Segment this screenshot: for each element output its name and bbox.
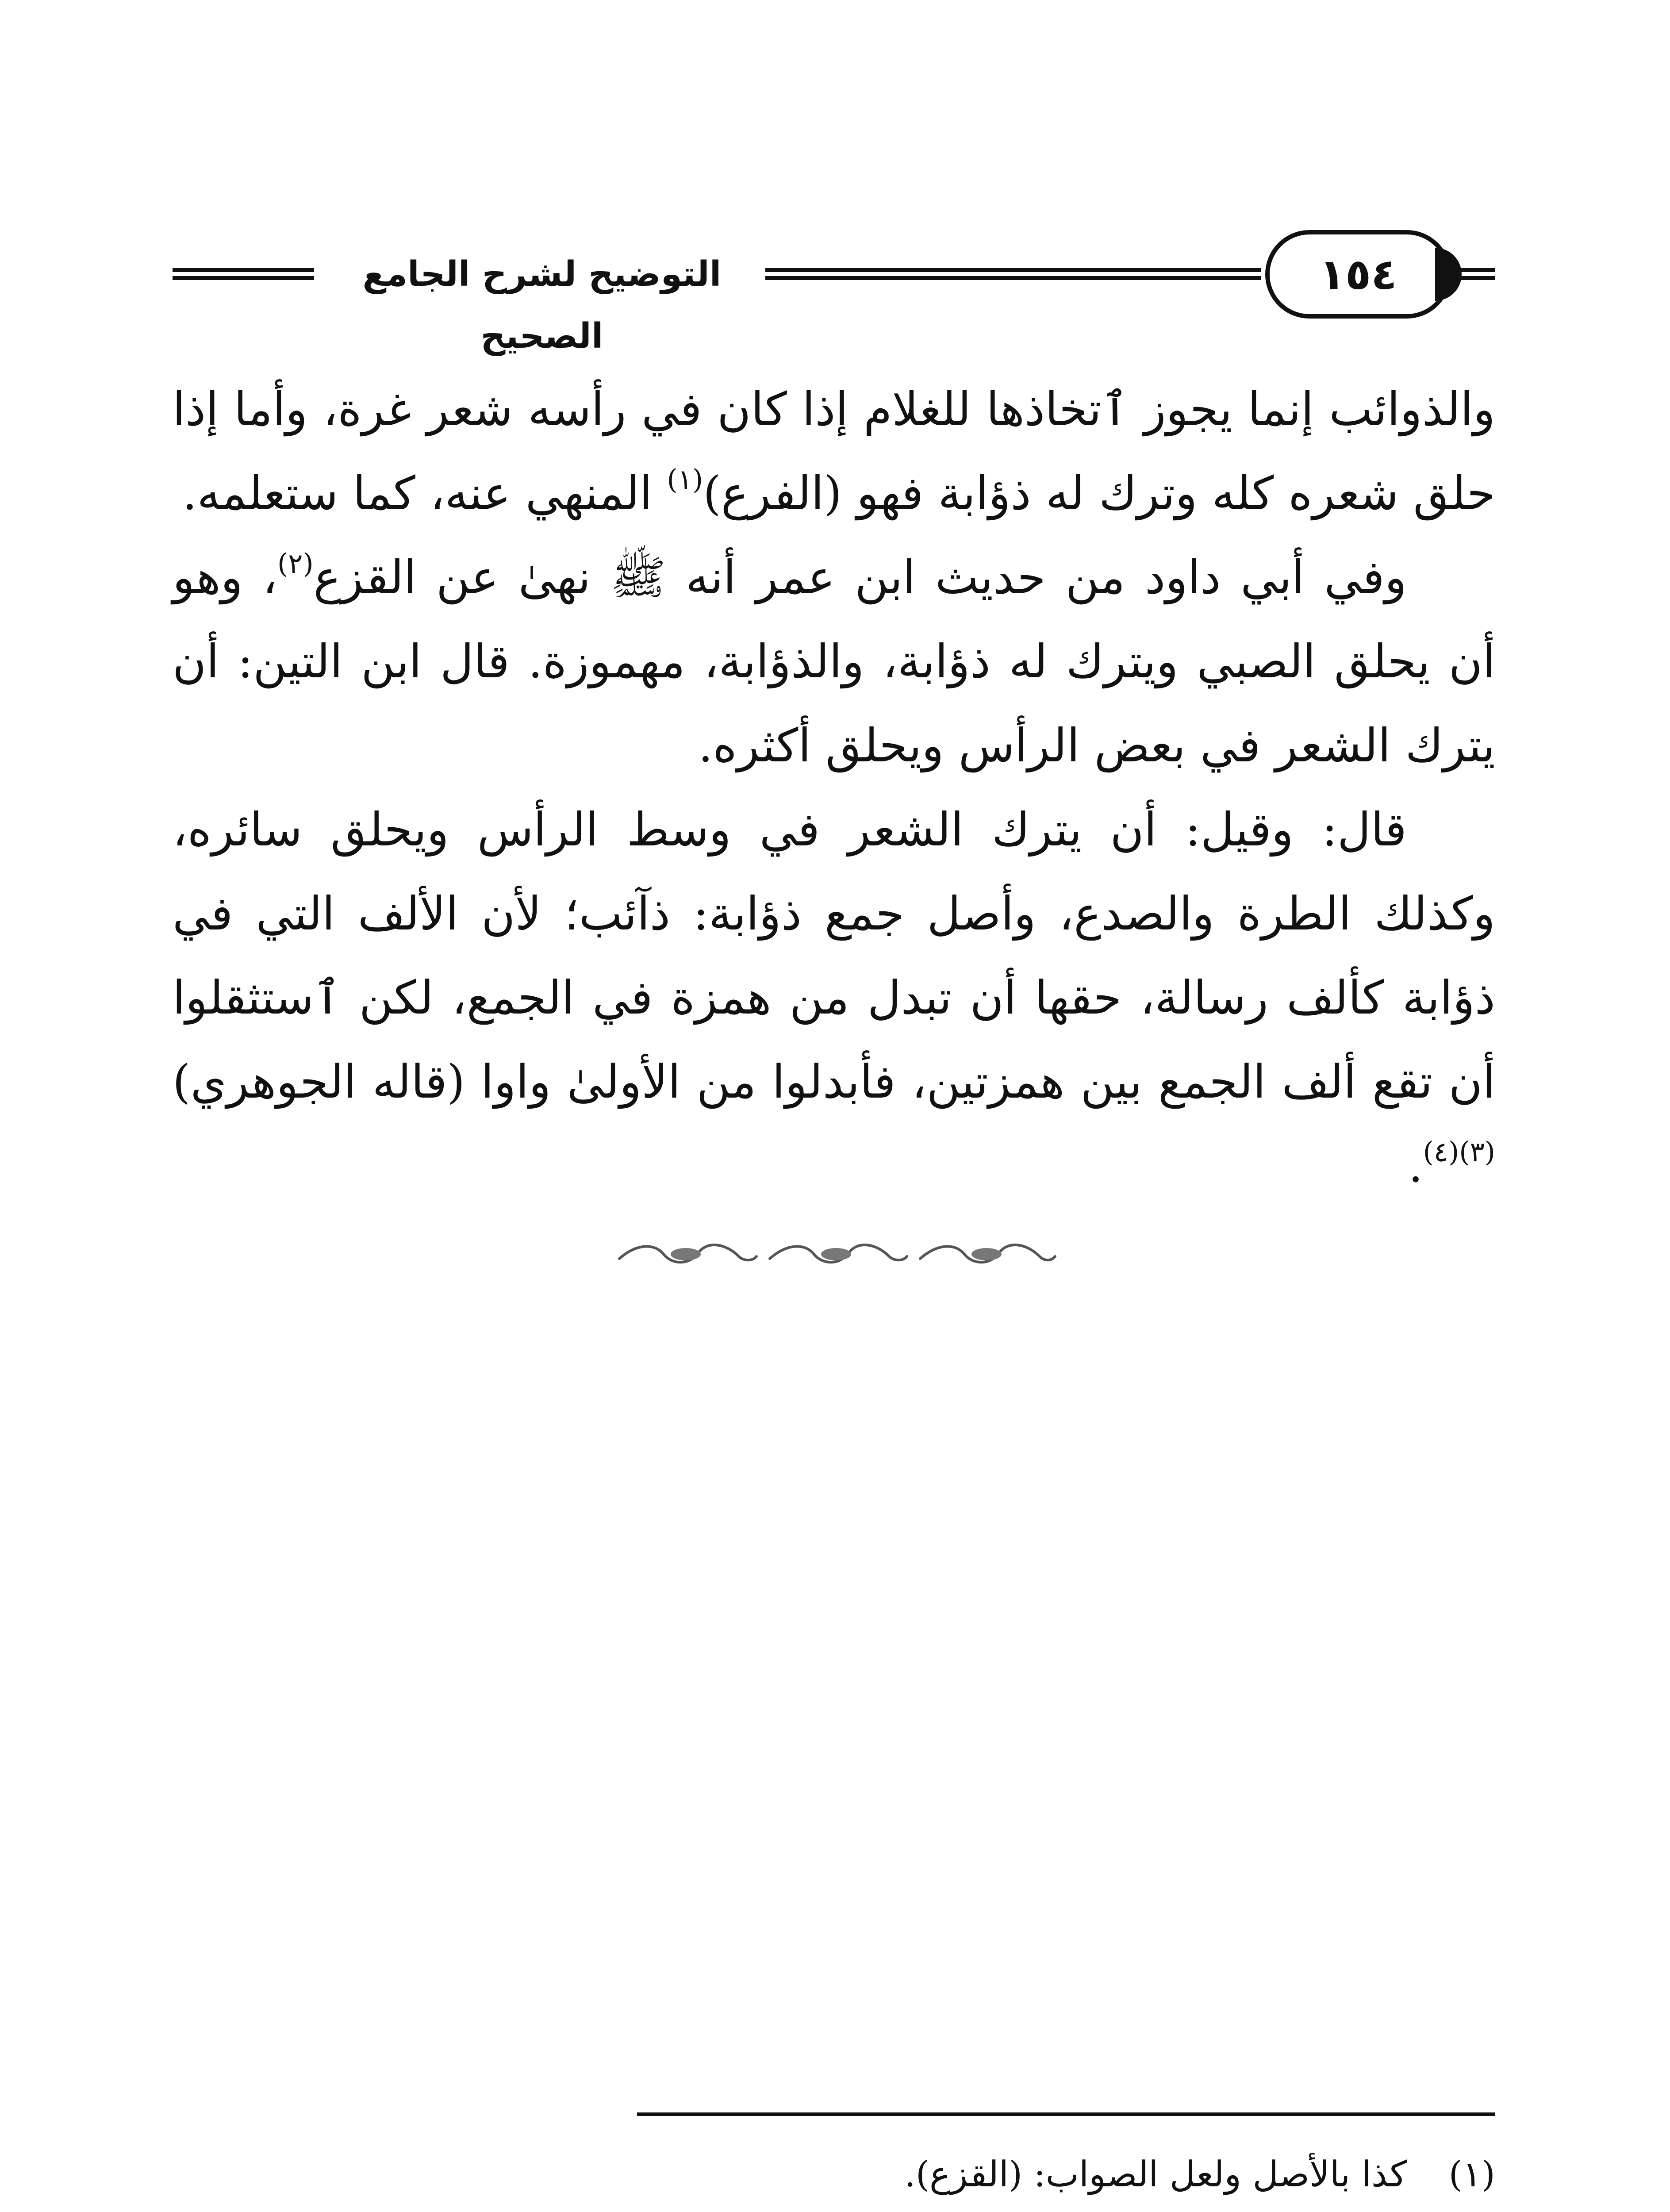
footnote-1 [637, 2141, 1495, 2208]
footnote-2 [637, 2208, 1495, 2212]
paragraph-3-text-a: قال: وقيل: أن يترك الشعر في وسط الرأس ويحلق سائره، وكذلك الطرة والصدع، وأصل جمع ذؤابة: ذآئب؛ لأن الألف التي في ذؤابة كألف رسالة، حقها أن تبدل من همزة في الجمع، لكن ٱستثقلوا أن تقع ألف الجمع بين همزتين، فأبدلوا من الأولىٰ واوا (قاله الجوهري) [173, 803, 1495, 1109]
paragraph-2-text-a: وفي أبي داود من حديث ابن عمر أنه ﷺ نهىٰ عن القزع [313, 550, 1407, 604]
footnote-text: كذا بالأصل ولعل الصواب: (القزع). [904, 2154, 1407, 2195]
running-title: التوضيح لشرح الجامع الصحيح [362, 254, 722, 356]
paragraph-3 [173, 787, 1495, 1208]
body-text [173, 367, 1495, 1208]
paragraph-2-text-b: ، وهو أن يحلق الصبي ويترك له ذؤابة، والذؤابة، مهموزة. قال ابن التين: أن يترك الشعر في بعض الرأس ويحلق أكثره. [173, 550, 1495, 772]
footnote-separator [637, 2112, 1495, 2116]
paragraph-2 [173, 535, 1495, 787]
paragraph-1-text-a: والذوائب إنما يجوز ٱتخاذها للغلام إذا كان في رأسه شعر غرة، وأما إذا حلق شعره كله وترك له ذؤابة فهو (الفرع) [173, 382, 1495, 520]
ornament-divider-icon [610, 1234, 1062, 1274]
paragraph-1-text-b: المنهي عنه، كما ستعلمه. [182, 466, 667, 520]
header-rule-left [173, 268, 314, 280]
footnote-ref-4[interactable]: (٤) [1423, 1136, 1459, 1168]
paragraph-1 [173, 367, 1495, 535]
footnote-ref-2[interactable]: (٢) [277, 547, 314, 580]
footnotes [637, 2141, 1495, 2212]
header-rule-middle [765, 268, 1261, 280]
footnote-number [1407, 2208, 1495, 2212]
running-header [173, 230, 1495, 356]
paragraph-3-text-b: . [1408, 1139, 1423, 1193]
footnote-ref-3[interactable]: (٣) [1459, 1136, 1495, 1168]
footnote-ref-1[interactable]: (١) [667, 463, 703, 495]
footnote-number: (١) [1448, 2154, 1495, 2195]
page-number: ١٥٤ [1265, 230, 1451, 319]
header-rule-right [1455, 268, 1495, 280]
